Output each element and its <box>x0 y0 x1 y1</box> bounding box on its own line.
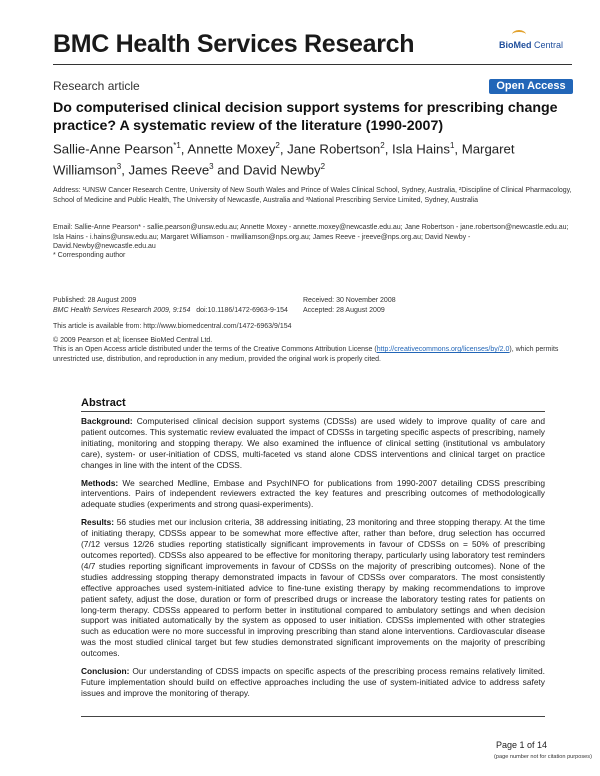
author[interactable]: , Isla Hains <box>384 141 450 157</box>
author-list: Sallie-Anne Pearson$^{*1}$, Annette Moxey$^2$, Jane Robertson$^2$, Isla Hains$^1$, Margaret Williamson$^3$, James Reeve$^3$ and David Newby$^2$ <box>53 141 515 178</box>
doi[interactable]: doi:10.1186/1472-6963-9-154 <box>196 306 288 314</box>
page-number: Page 1 of 14 <box>496 740 548 750</box>
published-date: Published: 28 August 2009 <box>53 297 137 304</box>
abstract-methods: Methods: We searched Medline, Embase and PsychINFO for publications from 1990-2007 detailing CDSS prescribing interventions. Pairs of independent reviewers extracted the key features and prescribing outcomes of methodologically adequate studies (experiments and strong quasi-experiments). <box>81 477 545 510</box>
author[interactable]: and David Newby <box>213 162 321 178</box>
author-address: Address: ¹UNSW Cancer Research Centre, University of New South Wales and Prince of Wales Clinical School, Sydney, Australia, ²Discipline of Clinical Pharmacology, School of Medicine and Public Health, The University of Newcastle, Australia and ³National Prescribing Service Limited, Sydney, Australia <box>53 187 572 204</box>
license-text: This is an Open Access article distributed under the terms of the Creative Commons Attribution License (http://creativecommons.org/licenses/by/2.0), which permits unrestricted use, distribution, and reproduction in any medium, provided the original work is properly cited. <box>53 346 559 363</box>
license-link[interactable]: http://creativecommons.org/licenses/by/2.0 <box>376 346 510 353</box>
citation: BMC Health Services Research 2009, 9:154 doi:10.1186/1472-6963-9-154 <box>53 306 288 314</box>
received-date: Received: 30 November 2008 <box>303 297 396 304</box>
logo-arc-icon <box>512 30 526 39</box>
article-title: Do computerised clinical decision support systems for prescribing change practice? A systematic review of the literature (1990-2007) <box>53 100 558 134</box>
abstract-background: Background: Computerised clinical decision support systems (CDSSs) are used widely to improve quality of care and patient outcomes. This systematic review evaluated the impact of CDSSs in targeting specific aspects of prescribing, namely initiating, monitoring and stopping therapy. We also examined the influence of clinical setting (institutional vs ambulatory care), system- or user-initiation of CDSS, multi-faceted vs stand alone CDSS interventions and clinical target on practice changes in line with the intent of the CDSS. <box>81 416 545 470</box>
abstract-results: Results: 56 studies met our inclusion criteria, 38 addressing initiating, 23 monitoring and three stopping therapy. At the time of initiating therapy, CDSSs appear to be somewhat more effective after, rather than before, drug selection has occurred (7/12 versus 12/26 studies reporting statistically significant improvements in favour of CDSSs on = 50% of prescribing outcomes reported). CDSSs also appeared to be effective for monitoring therapy, particularly using laboratory test reminders (4/7 studies reporting significant improvements in favour of CDSSs on the majority of prescribing outcomes). None of the studies addressing stopping therapy demonstrated impacts in favour of CDSSs over comparators. The most consistently effective approaches used system-initiated advice to fine-tune existing therapy by making recommendations to improve patient safety, adjust the dose, duration or form of prescribed drugs or increase the laboratory testing rates for patients on long-term therapy. CDSSs appeared to perform better in institutional compared to ambulatory settings and when decision support was initiated automatically by the system as opposed to user initiation. CDSSs implemented with other strategies such as education were no more successful in improving prescribing than stand alone interventions. Cardiovascular disease was the most studied clinical target but few studies demonstrated significant improvements on the majority of prescribing outcomes. <box>81 517 545 659</box>
corresponding-author-note: * Corresponding author <box>53 252 126 259</box>
header-rule <box>53 64 572 65</box>
availability-url[interactable]: This article is available from: http://www.biomedcentral.com/1472-6963/9/154 <box>53 323 292 330</box>
author[interactable]: , Annette Moxey <box>180 141 276 157</box>
abstract-bottom-rule <box>81 716 545 717</box>
open-access-badge: Open Access <box>489 79 573 94</box>
review-dates <box>303 296 503 315</box>
author[interactable]: , Margaret Williamson <box>53 141 515 178</box>
abstract-heading: Abstract <box>81 397 126 409</box>
article-type: Research article <box>53 79 140 93</box>
author[interactable]: Sallie-Anne Pearson <box>53 141 174 157</box>
page-number-note: (page number not for citation purposes) <box>494 754 592 760</box>
accepted-date: Accepted: 28 August 2009 <box>303 306 385 314</box>
copyright: © 2009 Pearson et al; licensee BioMed Central Ltd. <box>53 337 213 344</box>
author[interactable]: , Jane Robertson <box>279 141 381 157</box>
abstract-conclusion: Conclusion: Our understanding of CDSS impacts on specific aspects of the prescribing process remains relatively limited. Future implementation should build on effective approaches including the use of system-initiated advice to address safety issues and improve the monitoring of therapy. <box>81 666 545 698</box>
abstract-box <box>81 397 545 706</box>
biomed-central-logo <box>497 36 564 62</box>
logo-wordmark: BioMed Central <box>499 40 564 50</box>
author-emails[interactable]: Email: Sallie-Anne Pearson* - sallie.pearson@unsw.edu.au; Annette Moxey - annette.moxey@newcastle.edu.au; Jane Robertson - jane.robertson@newcastle.edu.au; Isla Hains - i.hains@unsw.edu.au; Margaret Williamson - mwilliamson@nps.org.au; James Reeve - jreeve@nps.org.au; David Newby - David.Newby@newcastle.edu.au <box>53 224 569 251</box>
publication-info <box>53 296 303 315</box>
journal-title: BMC Health Services Research <box>53 30 415 58</box>
author[interactable]: , James Reeve <box>121 162 210 178</box>
abstract-rule <box>81 411 545 412</box>
